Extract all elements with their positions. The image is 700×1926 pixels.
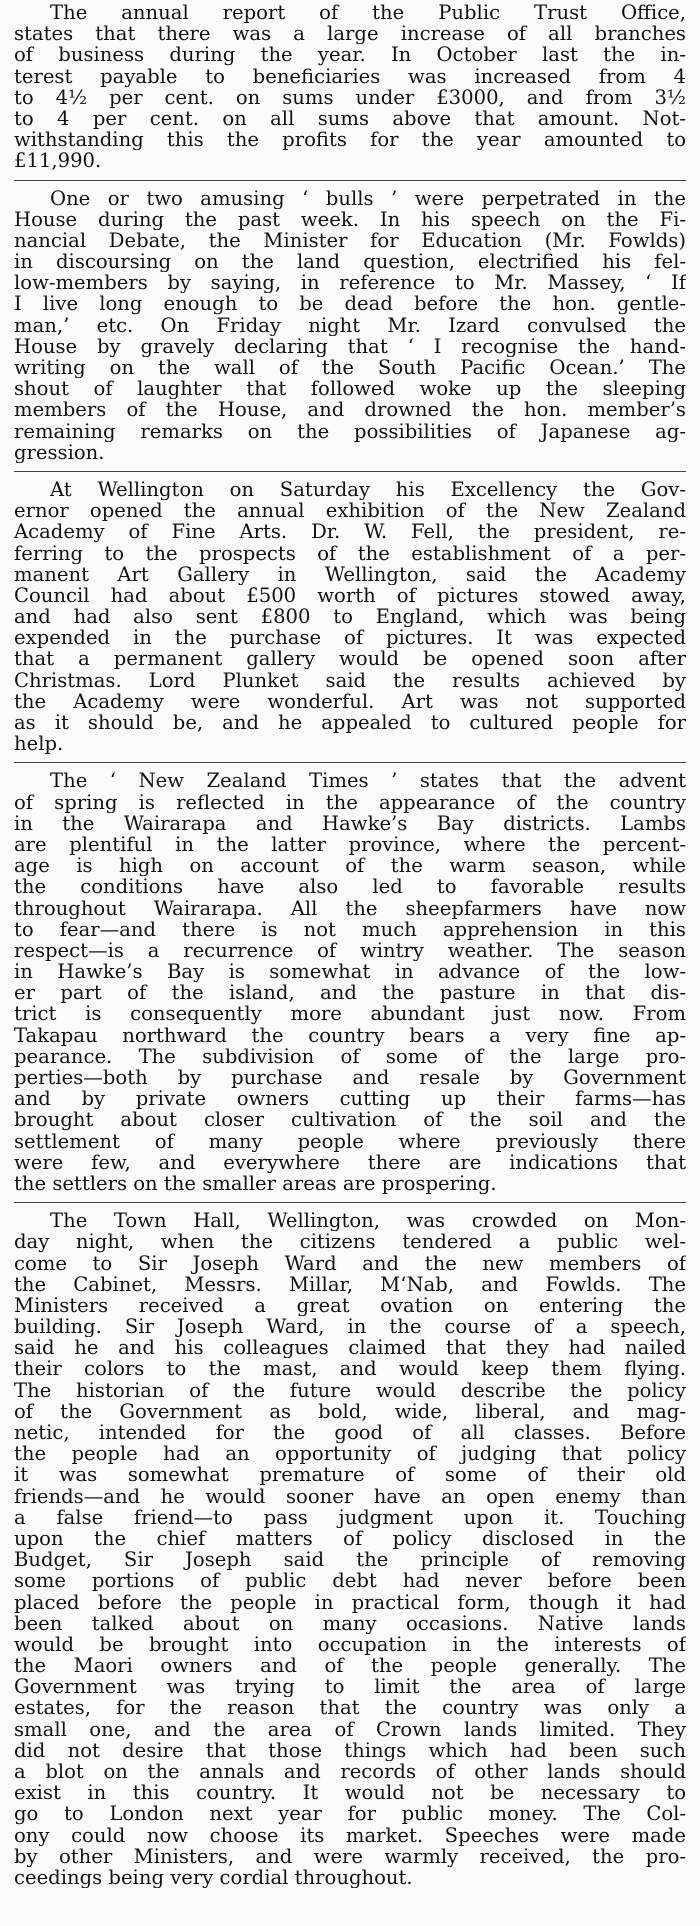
text-line: come to Sir Joseph Ward and the new members of [14, 1252, 686, 1274]
text-line: of the Government as bold, wide, liberal, and mag- [14, 1400, 686, 1422]
paragraph [14, 1210, 686, 1888]
text-line: expended in the purchase of pictures. It was expected [14, 627, 686, 649]
text-line: to fear—and there is not much apprehension in this [14, 918, 686, 940]
text-line: Ministers received a great ovation on entering the [14, 1294, 686, 1317]
text-line: writing on the wall of the South Pacific Ocean.’ The [14, 357, 686, 379]
text-line: the Academy were wonderful. Art was not supported [14, 690, 686, 712]
text-line: low-members by saying, in reference to Mr. Massey, ‘ If [14, 272, 686, 294]
text-line: a false friend—to pass judgment upon it. Touching [14, 1506, 686, 1528]
text-line: and by private owners cutting up their farms—has [14, 1088, 686, 1110]
text-line: would be brought into occupation in the interests of [14, 1633, 686, 1656]
text-line: in the Wairarapa and Hawke’s Bay districts. Lambs [14, 812, 686, 834]
text-line: gression. [14, 441, 105, 463]
text-line: go to London next year for public money. The Col- [14, 1803, 686, 1825]
paragraph [14, 188, 686, 463]
text-line: At Wellington on Saturday his Excellency the Gov- [50, 478, 686, 501]
text-line: remaining remarks on the possibilities of Japanese ag- [14, 420, 686, 442]
text-line: I live long enough to be dead before the hon. gentle- [14, 293, 686, 315]
paragraph [14, 2, 686, 172]
text-line: to 4 per cent. on all sums above that amount. Not- [14, 107, 686, 130]
text-line: House during the past week. In his speech on the Fi- [14, 208, 686, 230]
text-line: er part of the island, and the pasture in that dis- [14, 982, 686, 1004]
paragraph-divider [14, 180, 686, 181]
text-line: Budget, Sir Joseph said the principle of removing [14, 1549, 686, 1571]
text-line: One or two amusing ‘ bulls ’ were perpetrated in the [50, 187, 686, 209]
text-line: throughout Wairarapa. All the sheepfarmers have now [14, 897, 686, 919]
text-line: The ‘ New Zealand Times ’ states that the advent [50, 770, 686, 792]
text-line: shout of laughter that followed woke up the sleeping [14, 378, 686, 400]
text-line: building. Sir Joseph Ward, in the course of a speech, [14, 1316, 686, 1338]
text-line: age is high on account of the warm season, while [14, 855, 686, 877]
text-line: man,’ etc. On Friday night Mr. Izard convulsed the [14, 314, 686, 336]
text-line: ony could now choose its market. Speeches were made [14, 1824, 686, 1846]
text-line: Council had about £500 worth of pictures stowed away, [14, 584, 686, 607]
text-line: The historian of the future would describe the policy [14, 1379, 686, 1401]
text-line: by other Ministers, and were warmly received, the pro- [14, 1845, 686, 1867]
text-line: and had also sent £800 to England, which was being [14, 606, 686, 628]
text-line: trict is consequently more abundant just now. From [14, 1003, 686, 1025]
text-line: Christmas. Lord Plunket said the results achieved by [14, 669, 686, 691]
text-line: The Town Hall, Wellington, was crowded on Mon- [50, 1210, 686, 1232]
text-line: perties—both by purchase and resale by Government [14, 1067, 686, 1089]
text-line: placed before the people in practical form, though it had [14, 1591, 686, 1613]
text-line: the Maori owners and of the people generally. The [14, 1655, 686, 1677]
text-line: of spring is reflected in the appearance of the country [14, 791, 686, 813]
text-line: ferring to the prospects of the establishment of a per- [14, 542, 686, 564]
paragraph-divider [14, 471, 686, 472]
text-line: did not desire that those things which had been such [14, 1739, 686, 1761]
text-line: nancial Debate, the Minister for Education (Mr. Fowlds) [14, 229, 686, 252]
text-line: the settlers on the smaller areas are prospering. [14, 1172, 497, 1195]
paragraph [14, 770, 686, 1194]
text-line: as it should be, and he appealed to cultured people for [14, 712, 686, 734]
text-line: ernor opened the annual exhibition of the New Zealand [14, 500, 686, 522]
text-line: are plentiful in the latter province, where the percent- [14, 833, 686, 856]
text-line: £11,990. [14, 150, 102, 172]
text-line: exist in this country. It would not be necessary to [14, 1782, 686, 1804]
text-line: to 4½ per cent. on sums under £3000, and from 3½ [14, 86, 686, 108]
text-line: estates, for the reason that the country was only a [14, 1697, 686, 1719]
text-line: settlement of many people where previously there [14, 1130, 686, 1152]
text-line: Takapau northward the country bears a very fine ap- [14, 1024, 686, 1046]
text-line: terest payable to beneficiaries was increased from 4 [14, 65, 686, 87]
text-line: of business during the year. In October last the in- [14, 44, 686, 66]
text-line: in Hawke’s Bay is somewhat in advance of the low- [14, 961, 686, 983]
text-line: states that there was a large increase of all branches [14, 23, 686, 45]
text-line: withstanding this the profits for the year amounted to [14, 129, 686, 151]
text-line: respect—is a recurrence of wintry weather. The season [14, 939, 686, 962]
text-line: The annual report of the Public Trust Office, [50, 2, 686, 24]
text-line: pearance. The subdivision of some of the large pro- [14, 1045, 686, 1067]
article-column [14, 2, 686, 1888]
text-line: small one, and the area of Crown lands limited. They [14, 1718, 686, 1740]
text-line: help. [14, 733, 64, 755]
text-line: House by gravely declaring that ‘ I recognise the hand- [14, 335, 686, 357]
paragraph [14, 479, 686, 754]
text-line: the people had an opportunity of judging that policy [14, 1443, 686, 1465]
text-line: brought about closer cultivation of the soil and the [14, 1109, 686, 1131]
text-line: been talked about on many occasions. Native lands [14, 1612, 686, 1634]
paragraph-divider [14, 762, 686, 763]
text-line: Academy of Fine Arts. Dr. W. Fell, the president, re- [14, 521, 686, 543]
text-line: day night, when the citizens tendered a public wel- [14, 1231, 686, 1253]
text-line: said he and his colleagues claimed that they had nailed [14, 1337, 686, 1359]
text-line: Government was trying to limit the area of large [14, 1676, 686, 1698]
text-line: upon the chief matters of policy disclosed in the [14, 1527, 686, 1550]
text-line: it was somewhat premature of some of their old [14, 1464, 686, 1486]
text-line: the conditions have also led to favorable results [14, 876, 686, 898]
text-line: in discoursing on the land question, electrified his fel- [14, 251, 686, 273]
text-line: their colors to the mast, and would keep them flying. [14, 1358, 686, 1380]
text-line: netic, intended for the good of all classes. Before [14, 1422, 686, 1444]
text-line: ceedings being very cordial throughout. [14, 1866, 413, 1889]
text-line: the Cabinet, Messrs. Millar, M‘Nab, and Fowlds. The [14, 1273, 686, 1295]
text-line: some portions of public debt had never before been [14, 1570, 686, 1592]
text-line: friends—and he would sooner have an open enemy than [14, 1485, 686, 1507]
text-line: that a permanent gallery would be opened soon after [14, 648, 686, 670]
text-line: manent Art Gallery in Wellington, said the Academy [14, 563, 686, 585]
paragraph-divider [14, 1202, 686, 1203]
text-line: members of the House, and drowned the hon. member’s [14, 399, 686, 421]
text-line: were few, and everywhere there are indications that [14, 1151, 686, 1173]
text-line: a blot on the annals and records of other lands should [14, 1761, 686, 1783]
